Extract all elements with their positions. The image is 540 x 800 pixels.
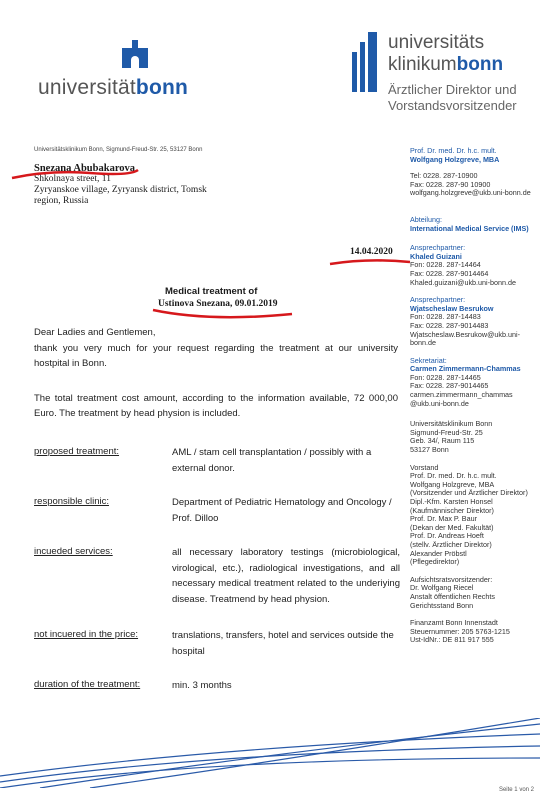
director-tel: Tel: 0228. 287-10900 <box>410 171 478 181</box>
contact2-name: Wjatscheslaw Besrukow <box>410 303 494 313</box>
secretary-email-2: @ukb.uni-bonn.de <box>410 398 469 408</box>
item-value-duration: min. 3 months <box>172 680 232 691</box>
supervisory-4: Gerichtsstand Bonn <box>410 600 474 610</box>
contact-label: Ansprechpartner: <box>410 243 466 253</box>
address-4: 53127 Bonn <box>410 445 449 455</box>
director-name: Wolfgang Holzgreve, MBA <box>410 154 500 164</box>
board-8: (Dekan der Med. Fakultät) <box>410 522 494 532</box>
sender-line: Universitätsklinikum Bonn, Sigmund-Freud-Str. 25, 53127 Bonn <box>34 147 203 153</box>
board-7: Prof. Dr. Max P. Baur <box>410 514 477 524</box>
recipient-village: Zyryanskoe village, Zyryansk district, Tomsk <box>34 185 207 195</box>
contact2-fax: Fax: 0228. 287-9014483 <box>410 320 489 330</box>
letter-date: 14.04.2020 <box>350 247 393 257</box>
uni-logo-suffix: bonn <box>135 76 189 99</box>
secretary-label: Sekretariat: <box>410 355 447 365</box>
contact1-name: Khaled Guizani <box>410 251 462 261</box>
recipient-region: region, Russia <box>34 196 89 206</box>
board-1: Vorstand <box>410 462 439 472</box>
supervisory-2: Dr. Wolfgang Riecel <box>410 583 474 593</box>
contact2-email-2: bonn.de <box>410 338 436 348</box>
item-label-proposed: proposed treatment: <box>34 446 120 457</box>
red-annotation-subject <box>150 306 295 324</box>
item-label-clinic: responsible clinic: <box>34 496 109 507</box>
clinic-logo-line1: universitäts <box>388 32 485 53</box>
item-label-not-included: not incuered in the price: <box>34 629 139 640</box>
director-fax: Fax: 0228. 287-90 10900 <box>410 179 491 189</box>
university-emblem-icon <box>122 40 148 68</box>
salutation: Dear Ladies and Gentlemen, <box>34 327 156 338</box>
item-value-not-included: translations, transfers, hotel and services outside the hospital <box>172 630 394 657</box>
university-bonn-logo <box>38 40 198 102</box>
contact2-email-1: Wjatscheslaw.Besrukow@ukb.uni- <box>410 329 520 339</box>
recipient-name: Snezana Abubakarova <box>34 163 136 174</box>
uni-logo-prefix: universität <box>38 76 136 99</box>
board-12: (Pflegedirektor) <box>410 557 460 567</box>
item-value-proposed: AML / stam cell transplantation / possibly with a external donor. <box>172 447 372 474</box>
board-5: Dipl.-Kfm. Karsten Honsel <box>410 497 493 506</box>
paragraph-2: The total treatment cost amount, according to the information available, 72 000,00 Euro. The treatment by head physion is included. <box>34 393 398 419</box>
address-2: Sigmund-Freud-Str. 25 <box>410 427 483 437</box>
dept-name: International Medical Service (IMS) <box>410 223 529 233</box>
clinic-logo-prefix: klinikum <box>388 54 457 75</box>
clinic-logo-suffix: bonn <box>456 54 504 75</box>
board-3: Wolfgang Holzgreve, MBA <box>410 479 495 489</box>
director-title: Prof. Dr. med. Dr. h.c. mult. <box>410 146 497 155</box>
page-number: Seite 1 von 2 <box>498 787 534 793</box>
contact2-fon: Fon: 0228. 287-14483 <box>410 312 481 322</box>
secretary-email-1: carmen.zimmermann_chammas <box>410 390 513 400</box>
address-3: Geb. 34/, Raum 115 <box>410 436 475 446</box>
subject-line1: Medical treatment of <box>165 286 258 297</box>
contact1-fon: Fon: 0228. 287-14464 <box>410 260 481 270</box>
board-11: Alexander Pröbstl <box>410 548 467 558</box>
clinic-bars-icon <box>352 30 378 94</box>
supervisory-1: Aufsichtsratsvorsitzender: <box>410 574 493 584</box>
director-email: wolfgang.holzgreve@ukb.uni-bonn.de <box>410 188 531 198</box>
clinic-subtitle-1: Ärztlicher Direktor und <box>388 82 517 97</box>
contact2-label: Ansprechpartner: <box>410 295 466 305</box>
red-annotation-date <box>328 256 412 268</box>
sidebar-contact <box>410 147 538 645</box>
board-10: (stellv. Ärztlicher Direktor) <box>410 539 492 549</box>
contact1-fax: Fax: 0228. 287-9014464 <box>410 268 489 278</box>
paragraph-1: thank you very much for your request regarding the treatment at our university hostpital in Bonn. <box>34 343 398 369</box>
dept-label: Abteilung: <box>410 214 442 224</box>
item-value-clinic: Department of Pediatric Hematology and Oncology / Prof. Dilloo <box>172 497 392 524</box>
red-annotation-name <box>10 168 140 182</box>
board-2: Prof. Dr. med. Dr. h.c. mult. <box>410 471 497 481</box>
finance-2: Steuernummer: 205 5763-1215 <box>410 626 510 636</box>
secretary-fon: Fon: 0228. 287-14465 <box>410 372 481 382</box>
university-clinic-logo <box>352 30 540 130</box>
finance-1: Finanzamt Bonn Innenstadt <box>410 618 498 628</box>
board-4: (Vorsitzender und Ärztlicher Direktor) <box>410 488 528 498</box>
item-label-duration: duration of the treatment: <box>34 679 141 690</box>
address-1: Universitätsklinikum Bonn <box>410 419 493 429</box>
contact1-email: Khaled.guizani@ukb.uni-bonn.de <box>410 277 517 287</box>
item-value-included: all necessary laboratory testings (microbiological, virological, etc.), radiological investigations, and all necessary medical treatment related to the underiying disease. Treatmend by head physion. <box>172 547 400 605</box>
board-9: Prof. Dr. Andreas Hoeft <box>410 531 484 541</box>
secretary-name: Carmen Zimmermann-Chammas <box>410 364 521 374</box>
secretary-fax: Fax: 0228. 287-9014465 <box>410 381 489 391</box>
subject-line2: Ustinova Snezana, 09.01.2019 <box>158 299 278 309</box>
finance-3: Ust-IdNr.: DE 811 917 555 <box>410 635 494 645</box>
clinic-subtitle-2: Vorstandsvorsitzender <box>388 98 517 113</box>
recipient-street: Shkolnaya street, 11 <box>34 174 111 184</box>
board-6: (Kaufmännischer Direktor) <box>410 505 494 515</box>
item-label-included: incueded services: <box>34 546 113 557</box>
decorative-wave-lines <box>0 718 540 788</box>
supervisory-3: Anstalt öffentlichen Rechts <box>410 591 495 601</box>
